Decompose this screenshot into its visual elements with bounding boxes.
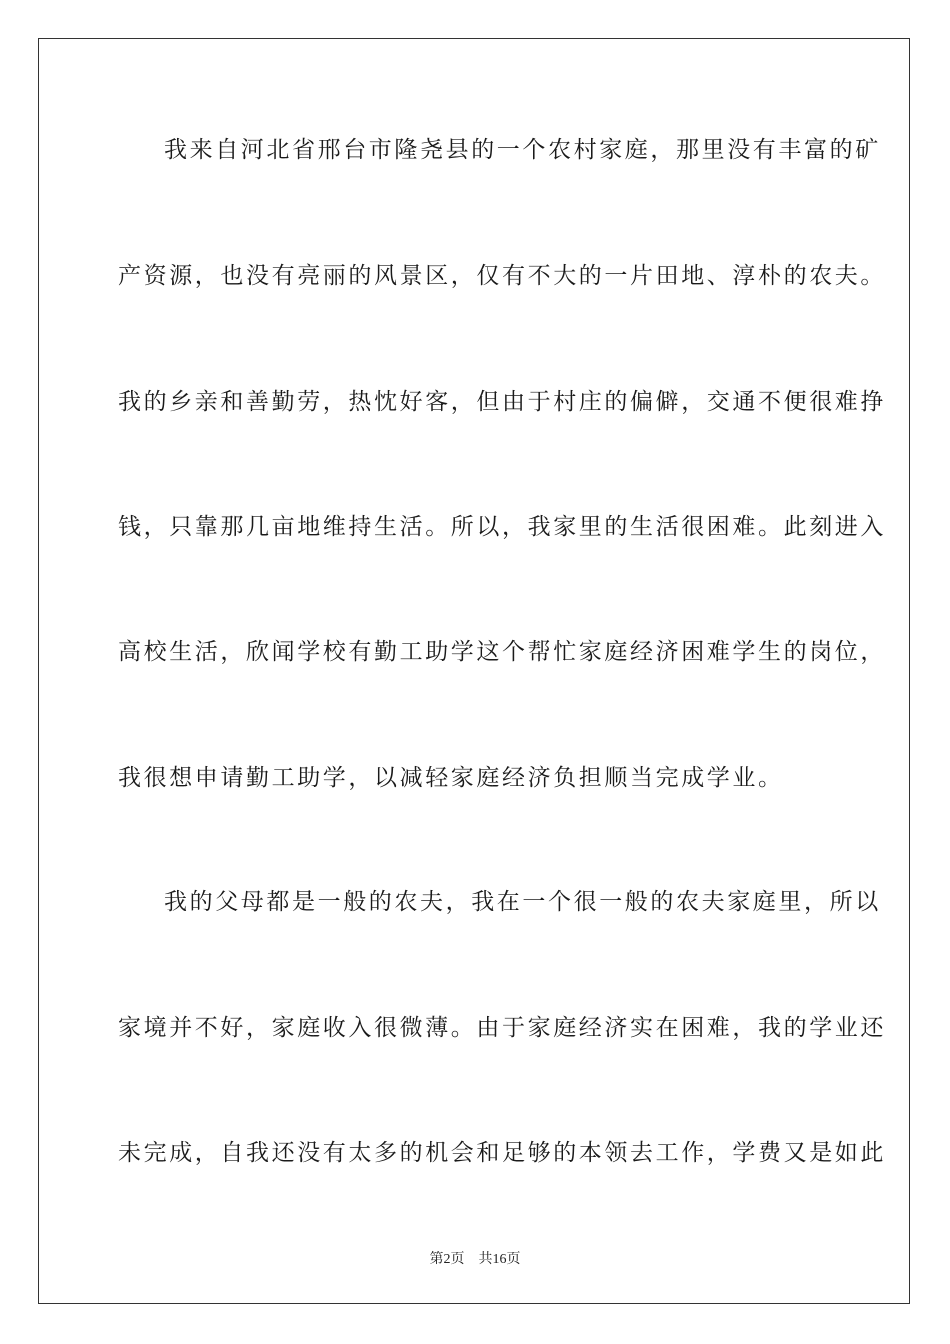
text-line: 我的父母都是一般的农夫，我在一个很一般的农夫家庭里，所以 [164, 889, 881, 915]
page-border [38, 38, 910, 1304]
page-footer [0, 1248, 950, 1268]
text-line: 我来自河北省邢台市隆尧县的一个农村家庭，那里没有丰富的矿 [164, 137, 881, 163]
text-line: 我的乡亲和善勤劳，热忱好客，但由于村庄的偏僻，交通不便很难挣 [118, 389, 886, 415]
text-line: 未完成，自我还没有太多的机会和足够的本领去工作，学费又是如此 [118, 1140, 886, 1166]
text-line: 我很想申请勤工助学，以减轻家庭经济负担顺当完成学业。 [118, 765, 784, 791]
text-line: 产资源，也没有亮丽的风景区，仅有不大的一片田地、淳朴的农夫。 [118, 263, 886, 289]
text-line: 钱，只靠那几亩地维持生活。所以，我家里的生活很困难。此刻进入 [118, 514, 886, 540]
text-line: 家境并不好，家庭收入很微薄。由于家庭经济实在困难，我的学业还 [118, 1015, 886, 1041]
page-number: 第2页 [429, 1252, 465, 1267]
text-line: 高校生活，欣闻学校有勤工助学这个帮忙家庭经济困难学生的岗位， [118, 639, 886, 665]
total-pages: 共16页 [478, 1252, 521, 1267]
